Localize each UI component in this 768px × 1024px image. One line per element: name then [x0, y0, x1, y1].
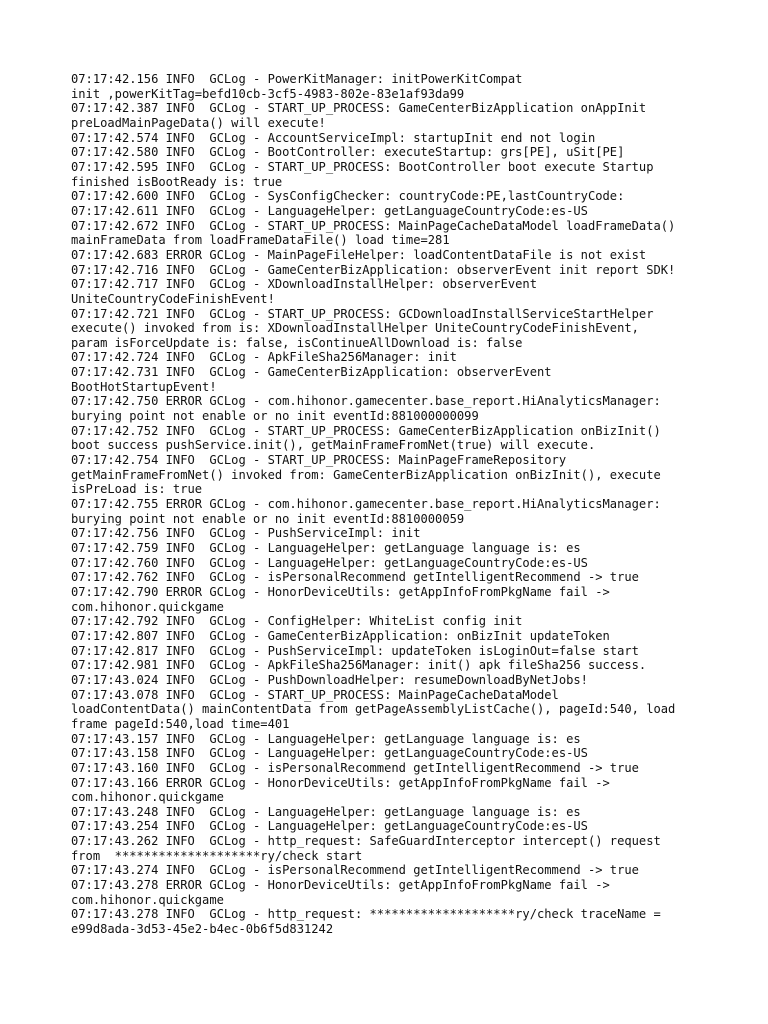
- log-line: 07:17:42.790 ERROR GCLog - HonorDeviceUtils: getAppInfoFromPkgName fail ->: [71, 584, 610, 599]
- log-line: e99d8ada-3d53-45e2-b4ec-0b6f5d831242: [71, 922, 334, 937]
- log-line: 07:17:43.254 INFO GCLog - LanguageHelper: getLanguageCountryCode:es-US: [71, 819, 588, 834]
- log-line: 07:17:43.278 INFO GCLog - http_request: ********************ry/check traceName =: [71, 907, 661, 922]
- log-line: execute() invoked from is: XDownloadInstallHelper UniteCountryCodeFinishEvent,: [71, 321, 639, 336]
- log-line: 07:17:42.731 INFO GCLog - GameCenterBizApplication: observerEvent: [71, 365, 552, 380]
- log-line: com.hihonor.quickgame: [71, 790, 224, 805]
- log-line: 07:17:42.580 INFO GCLog - BootController: executeStartup: grs[PE], uSit[PE]: [71, 145, 625, 160]
- log-line: getMainFrameFromNet() invoked from: GameCenterBizApplication onBizInit(), execute: [71, 467, 661, 482]
- log-line: 07:17:42.724 INFO GCLog - ApkFileSha256Manager: init: [71, 350, 457, 365]
- log-line: 07:17:42.672 INFO GCLog - START_UP_PROCESS: MainPageCacheDataModel loadFrameData(): [71, 218, 676, 233]
- log-line: 07:17:43.274 INFO GCLog - isPersonalRecommend getIntelligentRecommend -> true: [71, 863, 639, 878]
- log-line: loadContentData() mainContentData from getPageAssemblyListCache(), pageId:540, load: [71, 702, 676, 717]
- log-line: finished isBootReady is: true: [71, 174, 283, 189]
- log-line: init ,powerKitTag=befd10cb-3cf5-4983-802e-83e1af93da99: [71, 86, 465, 101]
- log-line: 07:17:43.248 INFO GCLog - LanguageHelper: getLanguage language is: es: [71, 804, 581, 819]
- log-line: UniteCountryCodeFinishEvent!: [71, 291, 275, 306]
- log-line: 07:17:42.759 INFO GCLog - LanguageHelper: getLanguage language is: es: [71, 541, 581, 555]
- log-line: BootHotStartupEvent!: [71, 379, 217, 394]
- log-line: mainFrameData from loadFrameDataFile() load time=281: [71, 233, 450, 248]
- log-line: 07:17:42.721 INFO GCLog - START_UP_PROCESS: GCDownloadInstallServiceStartHelper: [71, 306, 654, 321]
- log-line: preLoadMainPageData() will execute!: [71, 115, 326, 130]
- log-line: boot success pushService.init(), getMainFrameFromNet(true) will execute.: [71, 438, 596, 453]
- log-line: 07:17:43.262 INFO GCLog - http_request: SafeGuardInterceptor intercept() request: [71, 834, 661, 849]
- log-line: 07:17:42.762 INFO GCLog - isPersonalRecommend getIntelligentRecommend -> true: [71, 570, 639, 585]
- log-line: 07:17:42.600 INFO GCLog - SysConfigChecker: countryCode:PE,lastCountryCode:: [71, 189, 625, 204]
- log-line: burying point not enable or no init eventId:881000000099: [71, 409, 479, 424]
- log-line: from ********************ry/check start: [71, 848, 363, 863]
- log-line: com.hihonor.quickgame: [71, 599, 224, 614]
- log-line: 07:17:42.817 INFO GCLog - PushServiceImpl: updateToken isLoginOut=false start: [71, 643, 639, 658]
- log-line: 07:17:42.717 INFO GCLog - XDownloadInstallHelper: observerEvent: [71, 277, 537, 292]
- log-line: param isForceUpdate is: false, isContinueAllDownload is: false: [71, 335, 523, 350]
- log-line: 07:17:42.756 INFO GCLog - PushServiceImpl: init: [71, 526, 421, 541]
- log-line: 07:17:42.716 INFO GCLog - GameCenterBizApplication: observerEvent init report SDK!: [71, 262, 676, 277]
- log-line: 07:17:42.760 INFO GCLog - LanguageHelper: getLanguageCountryCode:es-US: [71, 555, 588, 570]
- log-line: com.hihonor.quickgame: [71, 892, 224, 907]
- log-line: 07:17:43.160 INFO GCLog - isPersonalRecommend getIntelligentRecommend -> true: [71, 760, 639, 775]
- log-line: 07:17:42.792 INFO GCLog - ConfigHelper: WhiteList config init: [71, 614, 523, 629]
- log-line: 07:17:43.024 INFO GCLog - PushDownloadHelper: resumeDownloadByNetJobs!: [71, 672, 588, 687]
- log-line: 07:17:42.807 INFO GCLog - GameCenterBizApplication: onBizInit updateToken: [71, 628, 610, 643]
- log-line: burying point not enable or no init eventId:8810000059: [71, 511, 465, 526]
- log-line: 07:17:42.595 INFO GCLog - START_UP_PROCESS: BootController boot execute Startup: [71, 159, 654, 174]
- log-line: 07:17:42.611 INFO GCLog - LanguageHelper: getLanguageCountryCode:es-US: [71, 203, 588, 218]
- log-line: 07:17:42.156 INFO GCLog - PowerKitManager: initPowerKitCompat: [71, 72, 523, 86]
- log-line: frame pageId:540,load time=401: [71, 716, 290, 731]
- log-line: 07:17:42.750 ERROR GCLog - com.hihonor.gamecenter.base_report.HiAnalyticsManager:: [71, 394, 661, 409]
- log-line: 07:17:43.166 ERROR GCLog - HonorDeviceUtils: getAppInfoFromPkgName fail ->: [71, 775, 610, 790]
- log-line: 07:17:43.278 ERROR GCLog - HonorDeviceUtils: getAppInfoFromPkgName fail ->: [71, 878, 610, 893]
- log-line: 07:17:43.158 INFO GCLog - LanguageHelper: getLanguageCountryCode:es-US: [71, 746, 588, 761]
- log-line: 07:17:42.574 INFO GCLog - AccountServiceImpl: startupInit end not login: [71, 130, 596, 145]
- log-line: 07:17:43.078 INFO GCLog - START_UP_PROCESS: MainPageCacheDataModel: [71, 687, 559, 702]
- log-line: 07:17:42.387 INFO GCLog - START_UP_PROCESS: GameCenterBizApplication onAppInit: [71, 101, 647, 116]
- log-line: 07:17:42.683 ERROR GCLog - MainPageFileHelper: loadContentDataFile is not exist: [71, 247, 647, 262]
- log-line: 07:17:42.981 INFO GCLog - ApkFileSha256Manager: init() apk fileSha256 success.: [71, 658, 647, 673]
- log-line: 07:17:42.755 ERROR GCLog - com.hihonor.gamecenter.base_report.HiAnalyticsManager:: [71, 497, 661, 512]
- log-document: [71, 72, 703, 937]
- log-line: 07:17:42.752 INFO GCLog - START_UP_PROCESS: GameCenterBizApplication onBizInit(): [71, 423, 661, 438]
- log-line: 07:17:42.754 INFO GCLog - START_UP_PROCESS: MainPageFrameRepository: [71, 453, 567, 468]
- log-line: isPreLoad is: true: [71, 482, 203, 497]
- log-line: 07:17:43.157 INFO GCLog - LanguageHelper: getLanguage language is: es: [71, 731, 581, 746]
